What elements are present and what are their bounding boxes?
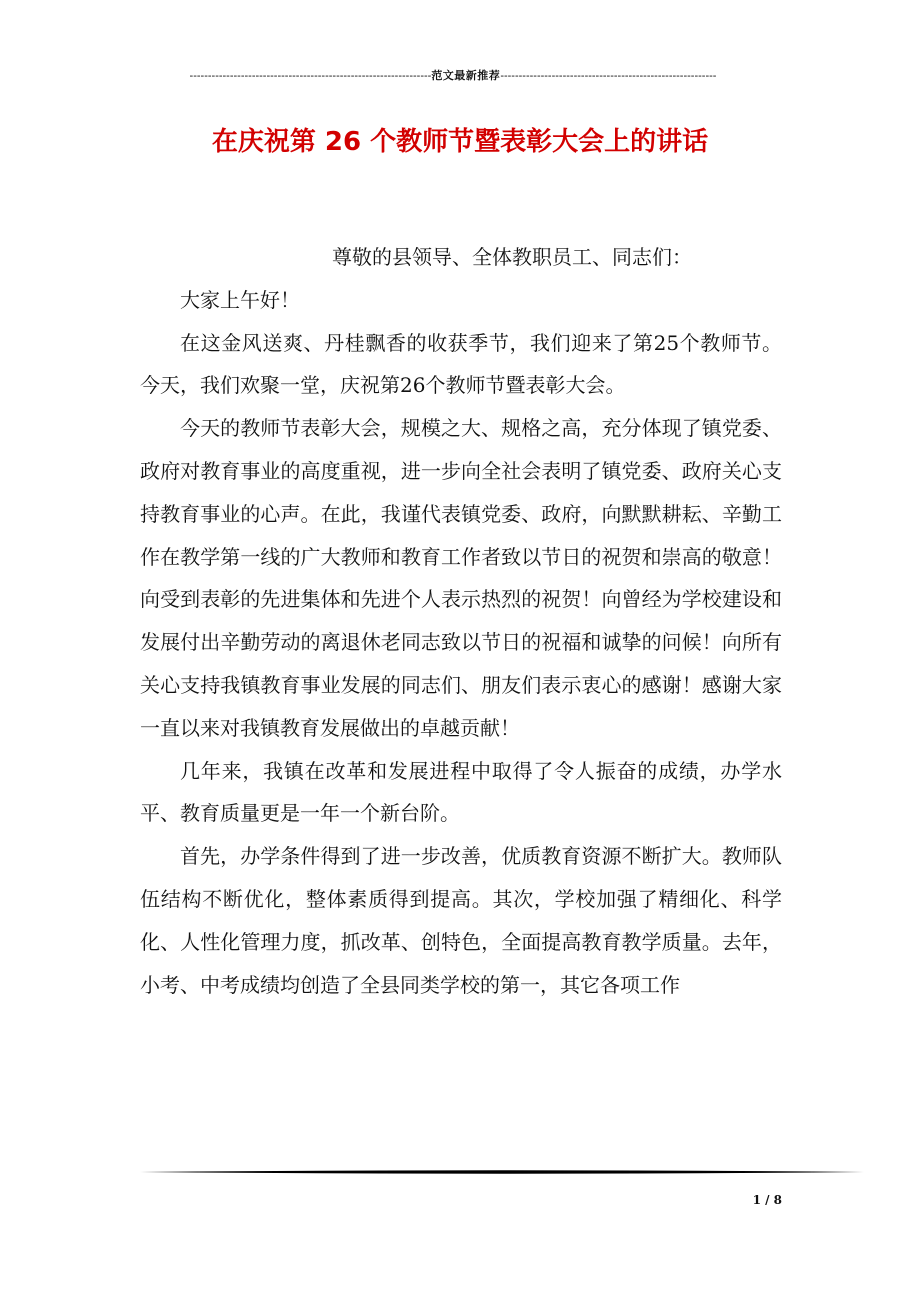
header-label: 范文最新推荐 [431, 70, 501, 82]
header-dashes-left: ------------------------------------------------------------------ [189, 70, 432, 82]
document-body [140, 236, 782, 1006]
paragraph-2: 今天的教师节表彰大会，规模之大、规格之高，充分体现了镇党委、政府对教育事业的高度重视，进一步向全社会表明了镇党委、政府关心支持教育事业的心声。在此，我谨代表镇党委、政府，向默默耕耘、辛勤工作在教学第一线的广大教师和教育工作者致以节日的祝贺和崇高的敬意！向受到表彰的先进集体和先进个人表示热烈的祝贺！向曾经为学校建设和发展付出辛勤劳动的离退休老同志致以节日的祝福和诚挚的问候！向所有关心支持我镇教育事业发展的同志们、朋友们表示衷心的感谢！感谢大家一直以来对我镇教育发展做出的卓越贡献！ [140, 416, 782, 740]
paragraph-3: 几年来，我镇在改革和发展进程中取得了令人振奋的成绩，办学水平、教育质量更是一年一个新台阶。 [140, 758, 782, 826]
header-dashes-right: ----------------------------------------------------------- [500, 70, 717, 82]
page-number: 1 / 8 [752, 1193, 782, 1207]
footer-divider [140, 1167, 864, 1177]
page-header [138, 68, 768, 84]
document-title: 在庆祝第 26 个教师节暨表彰大会上的讲话 [211, 127, 709, 157]
paragraph-4: 首先，办学条件得到了进一步改善，优质教育资源不断扩大。教师队伍结构不断优化，整体素质得到提高。其次，学校加强了精细化、科学化、人性化管理力度，抓改革、创特色，全面提高教育教学质量。去年，小考、中考成绩均创造了全县同类学校的第一，其它各项工作 [140, 844, 782, 997]
paragraph-1: 在这金风送爽、丹桂飘香的收获季节，我们迎来了第25个教师节。今天，我们欢聚一堂，庆祝第26个教师节暨表彰大会。 [140, 330, 782, 398]
greeting: 大家上午好！ [180, 287, 300, 312]
salutation: 尊敬的县领导、全体教职员工、同志们： [332, 245, 692, 269]
